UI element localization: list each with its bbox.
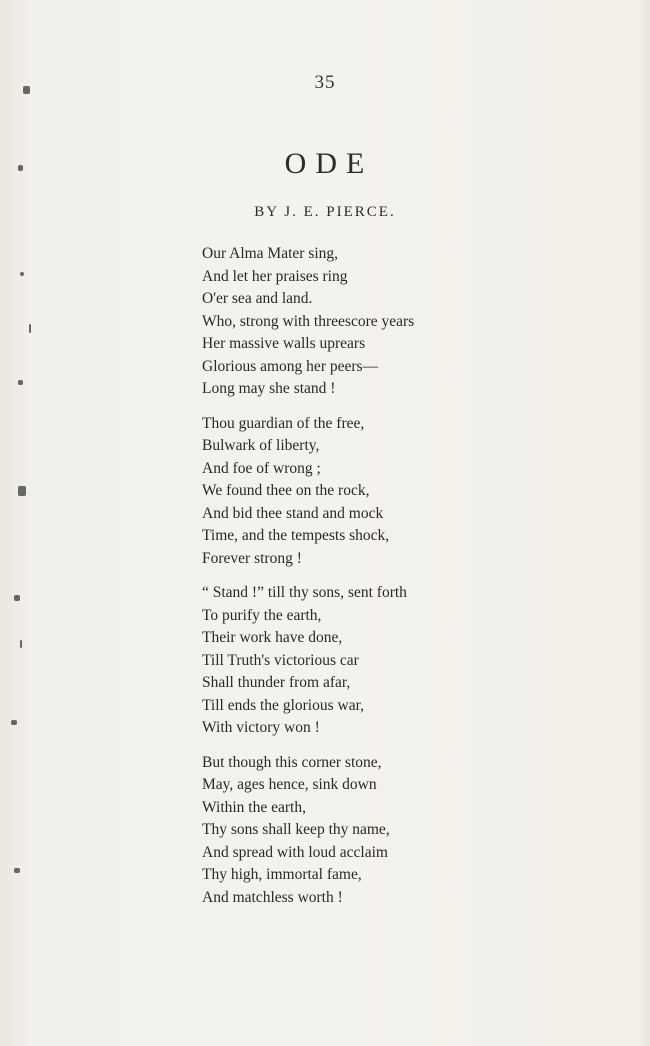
poem-line: Shall thunder from afar, xyxy=(202,674,351,691)
poem-line: But though this corner stone, xyxy=(202,753,382,771)
poem-line: Within the earth, xyxy=(202,798,306,816)
poem-line: Her massive walls uprears xyxy=(202,335,366,352)
poem-line: Time, and the tempests shock, xyxy=(202,527,390,544)
poem-body xyxy=(202,243,502,921)
poem-title: ODE xyxy=(284,147,374,180)
binding-mark xyxy=(14,868,20,873)
stanza-4 xyxy=(202,752,502,910)
binding-mark xyxy=(29,324,31,333)
poem-line: Their work have done, xyxy=(202,629,343,646)
poem-line: O'er sea and land. xyxy=(202,290,313,307)
poem-line: Till Truth's victorious car xyxy=(202,651,359,669)
poem-line: Who, strong with threescore years xyxy=(202,312,415,330)
poem-line: Bulwark of liberty, xyxy=(202,437,320,454)
poem-line: Our Alma Mater sing, xyxy=(202,245,339,262)
poem-line: And bid thee stand and mock xyxy=(202,504,384,522)
poem-line: And let her praises ring xyxy=(202,267,348,285)
poem-line: And matchless worth ! xyxy=(202,888,343,906)
poem-line: Forever strong ! xyxy=(202,549,302,567)
poem-line: Glorious among her peers— xyxy=(202,357,379,375)
binding-mark xyxy=(18,380,23,385)
stanza-3 xyxy=(202,582,502,740)
poem-line: Thy sons shall keep thy name, xyxy=(202,821,390,838)
poem-line: May, ages hence, sink down xyxy=(202,776,377,793)
binding-mark xyxy=(20,272,24,276)
poem-line: To purify the earth, xyxy=(202,606,322,624)
binding-mark xyxy=(20,640,22,648)
poem-line: Thy high, immortal fame, xyxy=(202,866,362,883)
poem-line: Long may she stand ! xyxy=(202,380,336,397)
poem-line: And foe of wrong ; xyxy=(202,459,321,477)
poem-byline: BY J. E. PIERCE. xyxy=(254,204,396,220)
poem-line: And spread with loud acclaim xyxy=(202,843,388,861)
poem-line: Till ends the glorious war, xyxy=(202,696,364,714)
poem-line: We found thee on the rock, xyxy=(202,482,370,499)
poem-line: Thou guardian of the free, xyxy=(202,414,365,432)
poem-line: “ Stand !” till thy sons, sent forth xyxy=(202,584,407,601)
poem-line: With victory won ! xyxy=(202,719,320,736)
page-number: 35 xyxy=(314,72,336,93)
binding-mark xyxy=(14,595,20,601)
binding-mark xyxy=(18,486,26,496)
stanza-1 xyxy=(202,243,502,401)
stanza-2 xyxy=(202,413,502,571)
binding-mark xyxy=(11,720,17,725)
